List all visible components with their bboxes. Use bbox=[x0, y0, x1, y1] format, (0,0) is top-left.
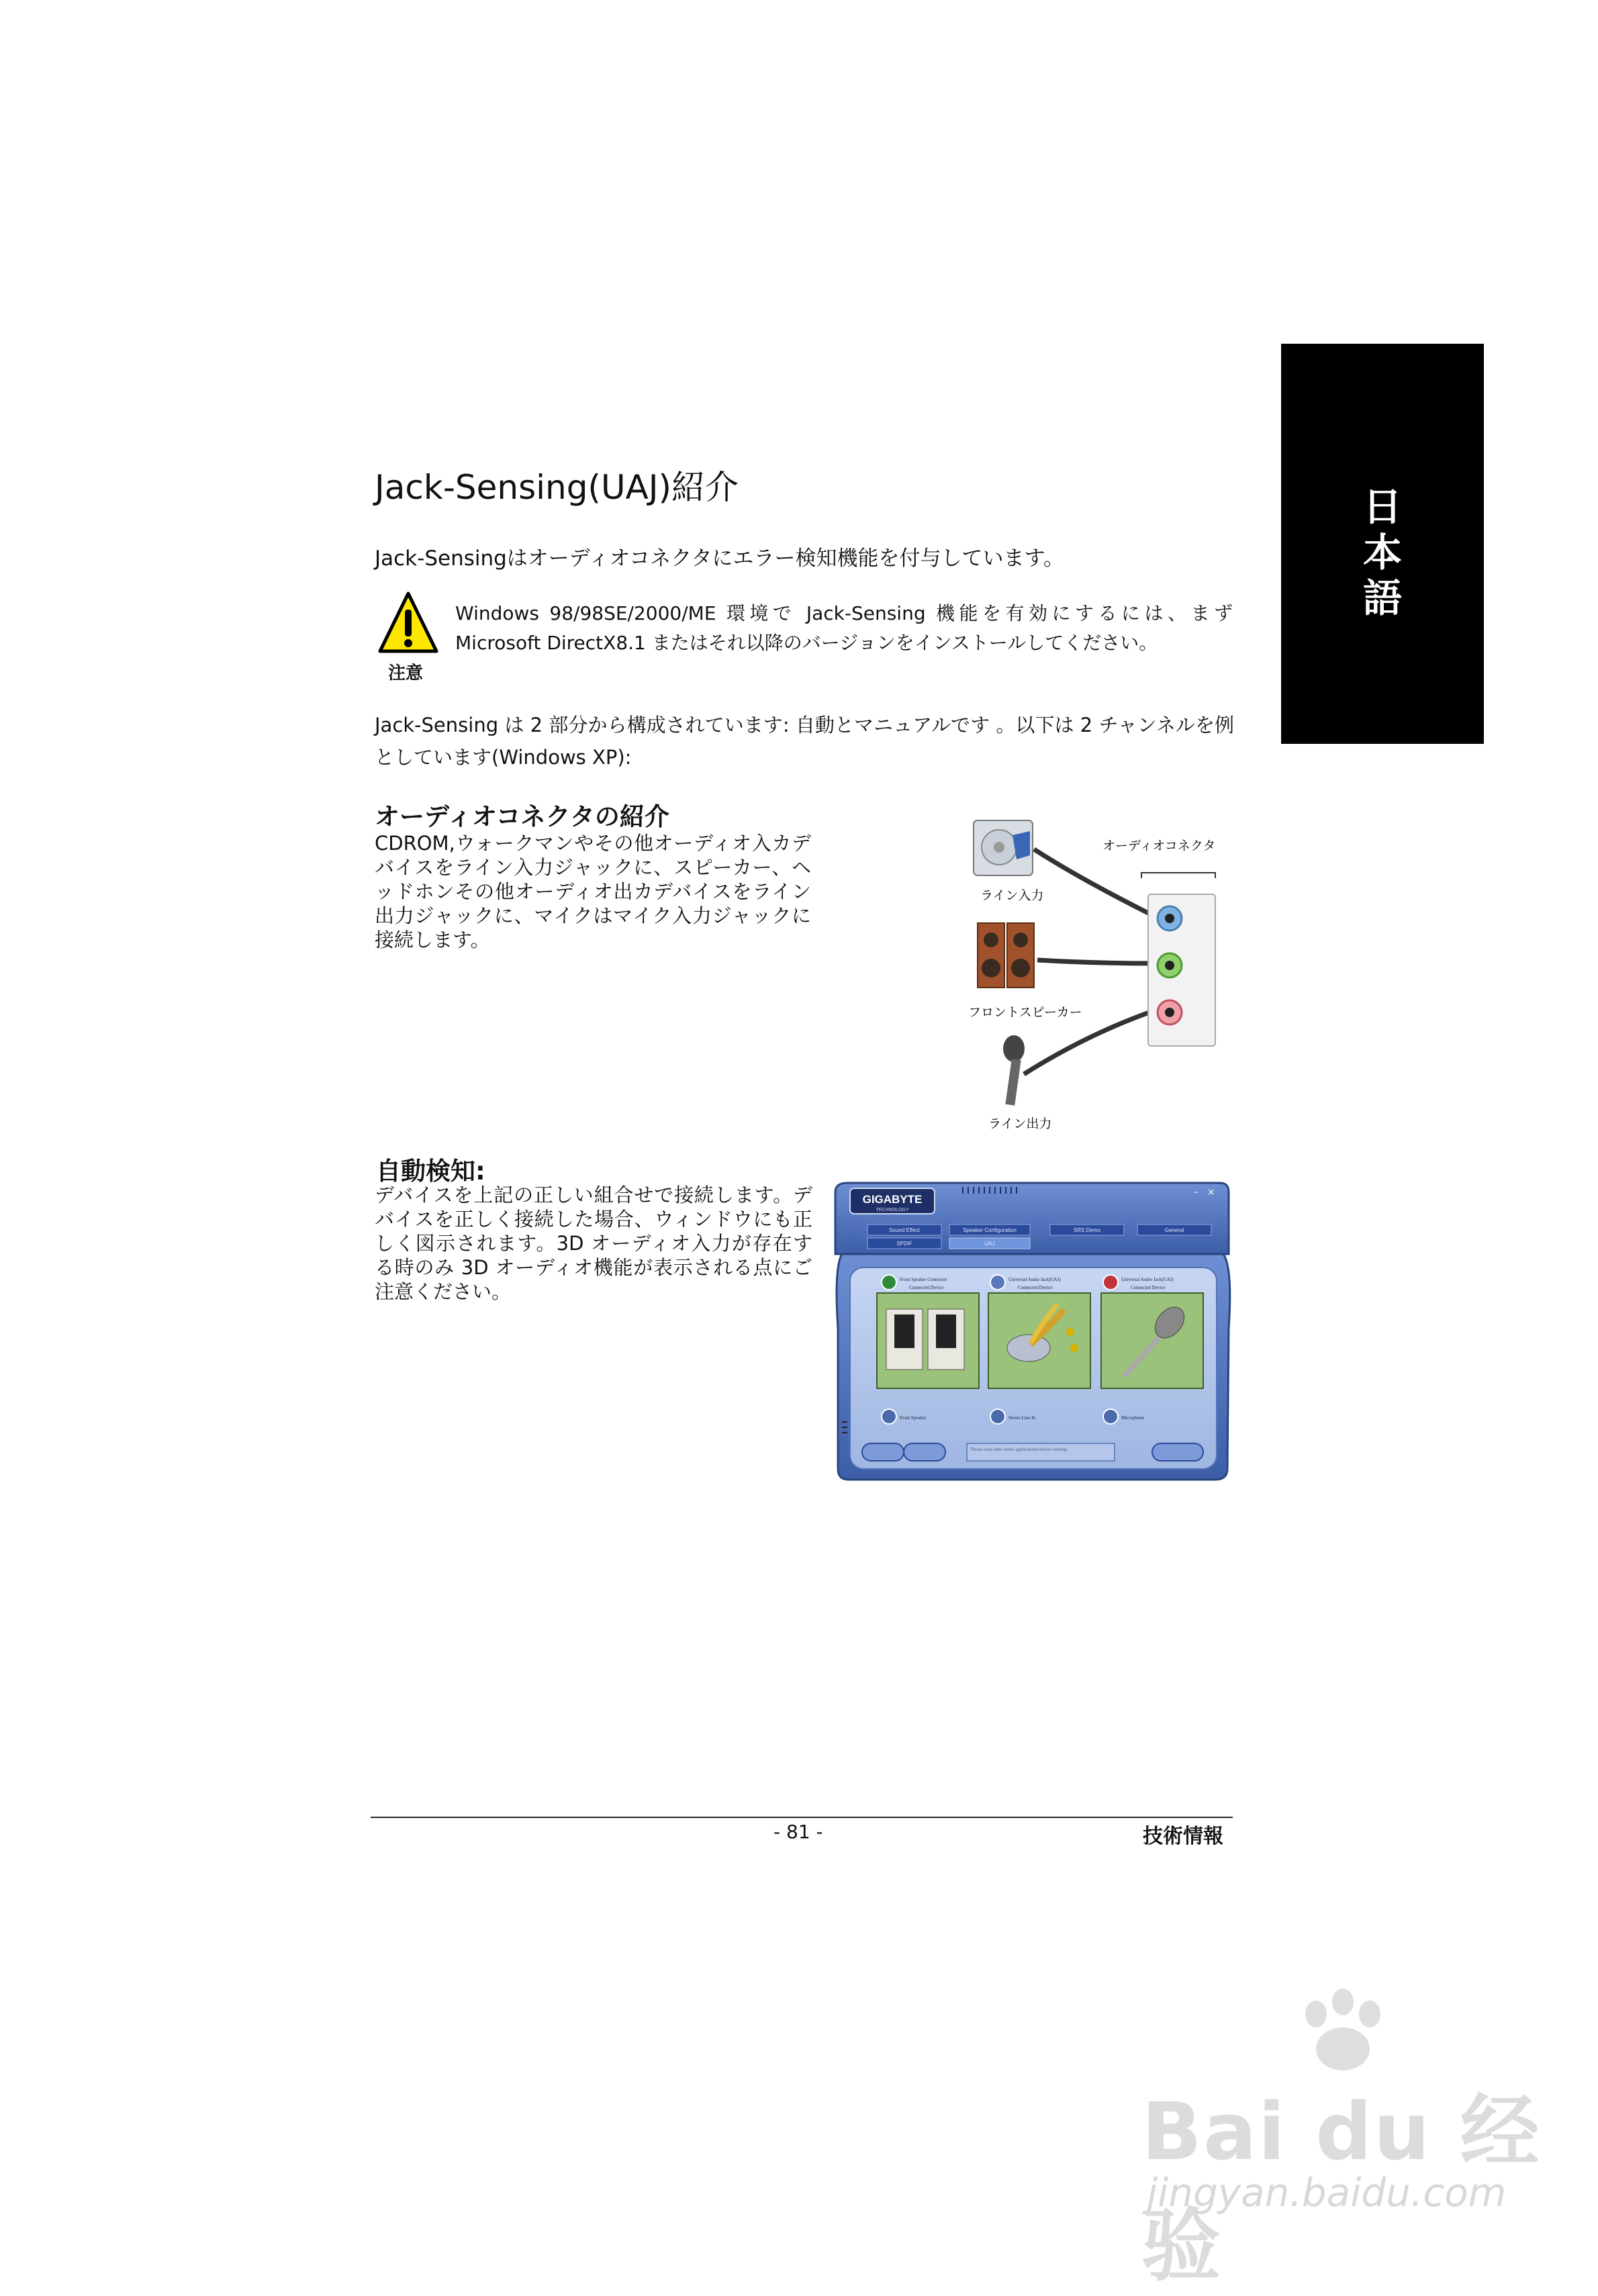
panel-header: Universal Audio Jack(UAJ) bbox=[1008, 1277, 1061, 1282]
app-button[interactable] bbox=[1152, 1443, 1203, 1461]
overview-text: Jack-Sensing は 2 部分から構成されています: 自動とマニュアルです 。以下は 2 チャンネルを例としています(Windows XP): bbox=[375, 714, 1234, 769]
section-body-auto-detect: デバイスを上記の正しい組合せで接続します。デバイスを正しく接続した場合、ウィンドウにも正しく図示されます。3D オーディオ入力が存在する時のみ 3D オーディオ機能が表示される点にご注意ください。 bbox=[375, 1184, 812, 1303]
panel-sub: Connected Device bbox=[1131, 1285, 1166, 1290]
uaj-app-window bbox=[827, 1174, 1237, 1484]
status-message: Please stop other audio applications before starting. bbox=[971, 1447, 1068, 1452]
panel-device: Front Speaker bbox=[900, 1415, 927, 1421]
tab-uaj[interactable]: UAJ bbox=[984, 1241, 995, 1247]
minimize-icon[interactable]: – bbox=[1194, 1187, 1198, 1198]
language-tab-char: 本 bbox=[1362, 530, 1402, 575]
front-speaker-label: フロントスピーカー bbox=[968, 1005, 1082, 1020]
audio-connector-diagram bbox=[960, 806, 1242, 1141]
warning-icon bbox=[377, 591, 439, 658]
panel-jack-indicator bbox=[1103, 1275, 1118, 1290]
panel-device: Stereo Line In bbox=[1008, 1415, 1036, 1421]
panel-jack-indicator bbox=[882, 1275, 896, 1290]
connector-label: オーディオコネクタ bbox=[1102, 839, 1216, 853]
panel-sub: Connected Device bbox=[1018, 1285, 1053, 1290]
watermark-logo: Bai du 经验 bbox=[1141, 2085, 1541, 2292]
app-button[interactable] bbox=[862, 1443, 904, 1461]
warning-text: Windows 98/98SE/2000/ME 環境で Jack-Sensing 機能を有効にするには、まず Microsoft DirectX8.1 またはそれ以降のバージョンをインストールしてください。 bbox=[455, 602, 1233, 654]
language-tab-char: 日 bbox=[1362, 484, 1402, 530]
panel-device: Microphone bbox=[1121, 1415, 1145, 1421]
tab-srs-demo[interactable]: SRS Demo bbox=[1073, 1227, 1101, 1233]
app-button[interactable] bbox=[904, 1443, 945, 1461]
gigabyte-logo-sub: TECHNOLOGY bbox=[876, 1208, 909, 1212]
section-heading-auto-detect: 自動検知: bbox=[376, 1157, 485, 1186]
mic-label: ライン出力 bbox=[988, 1116, 1052, 1131]
close-icon[interactable]: × bbox=[1207, 1187, 1215, 1198]
section-body-connector: CDROM,ウォークマンやその他オーディオ入カデバイスをライン入力ジャックに、スピーカー、ヘッドホンその他オーディオ出カデバイスをライン出力ジャックに、マイクはマイク入力ジャックに接続します。 bbox=[375, 832, 811, 951]
line-in-label: ライン入力 bbox=[980, 888, 1044, 903]
watermark-url: jingyan.baidu.com bbox=[1147, 2170, 1507, 2215]
tab-sound-effect[interactable]: Sound Effect bbox=[889, 1227, 920, 1233]
panel-sub: Connected Device bbox=[909, 1285, 944, 1290]
language-tab-char: 語 bbox=[1362, 575, 1402, 621]
tab-spdif[interactable]: SPDIF bbox=[896, 1241, 912, 1247]
watermark-paw-icon bbox=[1289, 1987, 1397, 2074]
footer-rule bbox=[371, 1817, 1233, 1818]
intro-text: Jack-Sensingはオーディオコネクタにエラー検知機能を付与しています。 bbox=[375, 546, 1064, 571]
gigabyte-logo: GIGABYTE bbox=[862, 1193, 923, 1206]
page-title: Jack-Sensing(UAJ)紹介 bbox=[375, 468, 739, 507]
page-number: - 81 - bbox=[773, 1821, 823, 1843]
panel-header: Universal Audio Jack(UAJ) bbox=[1121, 1277, 1174, 1282]
language-tab bbox=[1281, 344, 1484, 744]
section-heading-connector: オーディオコネクタの紹介 bbox=[375, 802, 669, 831]
warning-label: 注意 bbox=[388, 663, 424, 683]
panel-jack-indicator bbox=[990, 1275, 1005, 1290]
panel-header: Front Speaker Connector bbox=[900, 1277, 947, 1282]
tab-speaker-configuration[interactable]: Speaker Configuration bbox=[963, 1227, 1017, 1233]
tab-general[interactable]: General bbox=[1164, 1227, 1184, 1233]
footer-section-title: 技術情報 bbox=[1143, 1825, 1223, 1848]
